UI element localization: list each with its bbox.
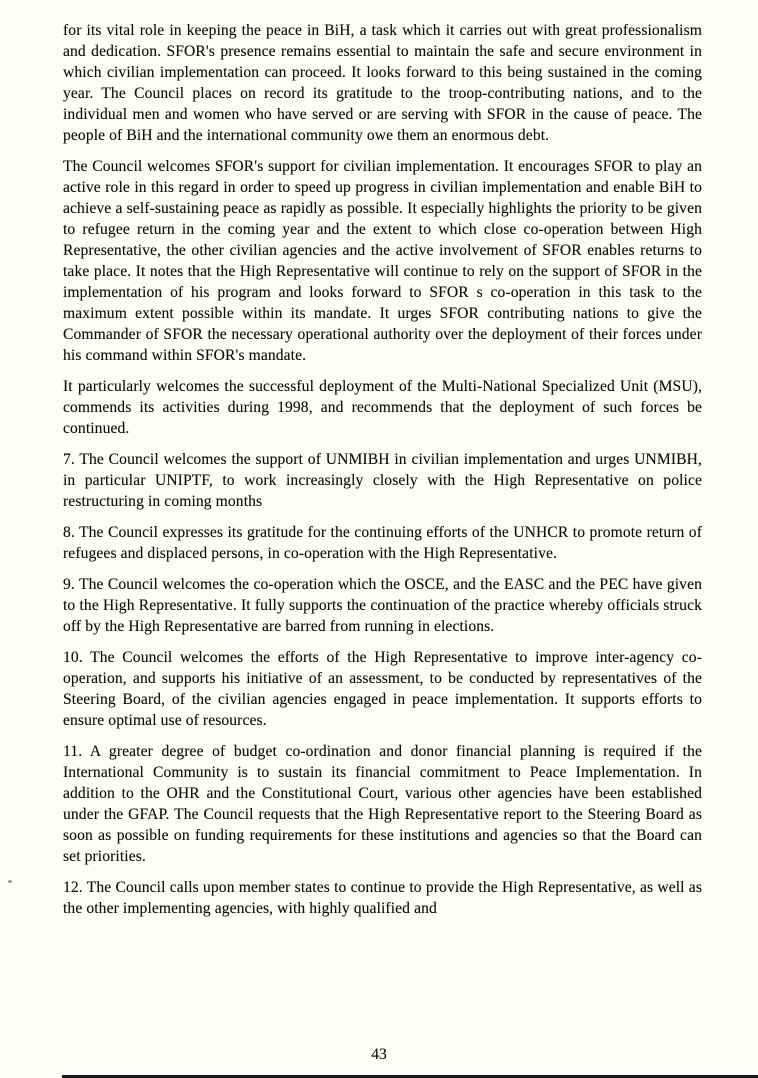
paragraph: 9. The Council welcomes the co-operation which the OSCE, and the EASC and the PEC have given to the High Representative. It fully supports the continuation of the practice whereby officials struck off by the High Representative are barred from running in elections. — [63, 576, 702, 635]
paragraph: The Council welcomes SFOR's support for civilian implementation. It encourages SFOR to play an active role in this regard in order to speed up progress in civilian implementation and enable BiH to achieve a self-sustaining peace as rapidly as possible. It especially highlights the priority to be given to refugee return in the coming year and the extent to which close co-operation between High Representative, the other civilian agencies and the active involvement of SFOR enables returns to take place. It notes that the High Representative will continue to rely on the support of SFOR in the implementation of his program and looks forward to SFOR s co-operation in this task to the maximum extent possible within its mandate. It urges SFOR contributing nations to give the Commander of SFOR the necessary operational authority over the deployment of their forces under his command within SFOR's mandate. — [63, 158, 702, 364]
page-footer — [0, 1046, 758, 1064]
paragraph: 12. The Council calls upon member states to continue to provide the High Representative, as well as the other implementing agencies, with highly qualified and — [63, 879, 702, 917]
paragraph: for its vital role in keeping the peace in BiH, a task which it carries out with great professionalism and dedication. SFOR's presence remains essential to maintain the safe and secure environment in which civilian implementation can proceed. It looks forward to this being sustained in the coming year. The Council places on record its gratitude to the troop-contributing nations, and to the individual men and women who have served or are serving with SFOR in the cause of peace. The people of BiH and the international community owe them an enormous debt. — [63, 22, 702, 144]
paragraph: It particularly welcomes the successful deployment of the Multi-National Specialized Unit (MSU), commends its activities during 1998, and recommends that the deployment of such forces be continued. — [63, 378, 702, 437]
paragraph: 10. The Council welcomes the efforts of the High Representative to improve inter-agency co-operation, and supports his initiative of an assessment, to be conducted by representatives of the Steering Board, of the civilian agencies engaged in peace implementation. It supports efforts to ensure optimal use of resources. — [63, 649, 702, 729]
scan-artifact-speck — [8, 880, 12, 883]
paragraph: 11. A greater degree of budget co-ordination and donor financial planning is required if the International Community is to sustain its financial commitment to Peace Implementation. In addition to the OHR and the Constitutional Court, various other agencies have been established under the GFAP. The Council requests that the High Representative report to the Steering Board as soon as possible on funding requirements for these institutions and agencies so that the Board can set priorities. — [63, 743, 702, 865]
paragraph: 7. The Council welcomes the support of UNMIBH in civilian implementation and urges UNMIBH, in particular UNIPTF, to work increasingly closely with the High Representative on police restructuring in coming months — [63, 451, 702, 510]
document-body — [63, 20, 702, 929]
page-number: 43 — [371, 1046, 387, 1063]
paragraph: 8. The Council expresses its gratitude for the continuing efforts of the UNHCR to promote return of refugees and displaced persons, in co-operation with the High Representative. — [63, 524, 702, 562]
